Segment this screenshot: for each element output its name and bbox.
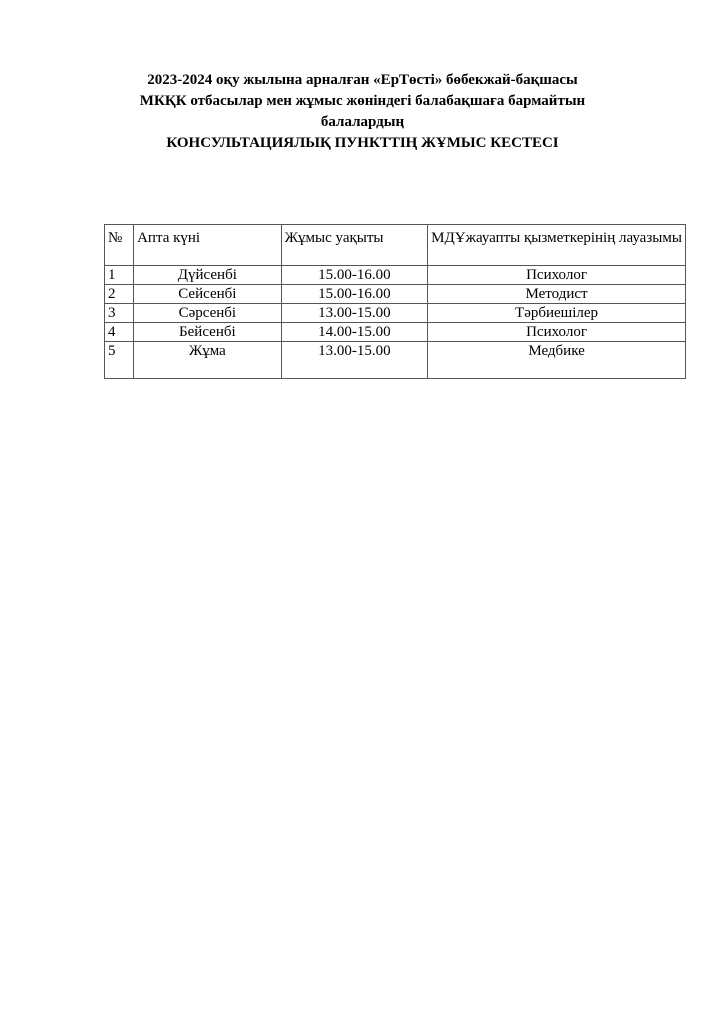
row-work-time: 15.00-16.00: [281, 266, 428, 285]
row-work-time: 15.00-16.00: [281, 285, 428, 304]
schedule-table: [104, 224, 686, 379]
row-number: 4: [105, 323, 134, 342]
table-row: [105, 342, 686, 379]
header-responsible-position: МДҰжауапты қызметкерінің лауазымы: [428, 225, 686, 266]
table-header-row: [105, 225, 686, 266]
row-weekday: Жұма: [134, 342, 282, 379]
row-weekday: Сейсенбі: [134, 285, 282, 304]
row-number: 1: [105, 266, 134, 285]
row-position: Психолог: [428, 323, 686, 342]
table-row: [105, 285, 686, 304]
row-position: Психолог: [428, 266, 686, 285]
row-position: Тәрбиешілер: [428, 304, 686, 323]
row-work-time: 13.00-15.00: [281, 304, 428, 323]
row-number: 2: [105, 285, 134, 304]
table-row: [105, 266, 686, 285]
row-number: 5: [105, 342, 134, 379]
heading-line-3: балалардың: [320, 114, 405, 130]
header-weekday: Апта күні: [134, 225, 282, 266]
heading-line-1: 2023-2024 оқу жылына арналған «ЕрТөсті» бөбекжай-бақшасы: [147, 72, 578, 88]
row-weekday: Бейсенбі: [134, 323, 282, 342]
row-work-time: 13.00-15.00: [281, 342, 428, 379]
document-heading: [0, 70, 725, 154]
header-work-time: Жұмыс уақыты: [281, 225, 428, 266]
row-position: Медбике: [428, 342, 686, 379]
row-weekday: Сәрсенбі: [134, 304, 282, 323]
heading-line-2: МКҚК отбасылар мен жұмыс жөніндегі балабақшаға бармайтын: [139, 93, 586, 109]
table-row: [105, 323, 686, 342]
row-position: Методист: [428, 285, 686, 304]
row-work-time: 14.00-15.00: [281, 323, 428, 342]
header-number: №: [105, 225, 134, 266]
heading-line-4: КОНСУЛЬТАЦИЯЛЫҚ ПУНКТТІҢ ЖҰМЫС КЕСТЕСІ: [166, 135, 559, 151]
row-weekday: Дүйсенбі: [134, 266, 282, 285]
table-row: [105, 304, 686, 323]
row-number: 3: [105, 304, 134, 323]
